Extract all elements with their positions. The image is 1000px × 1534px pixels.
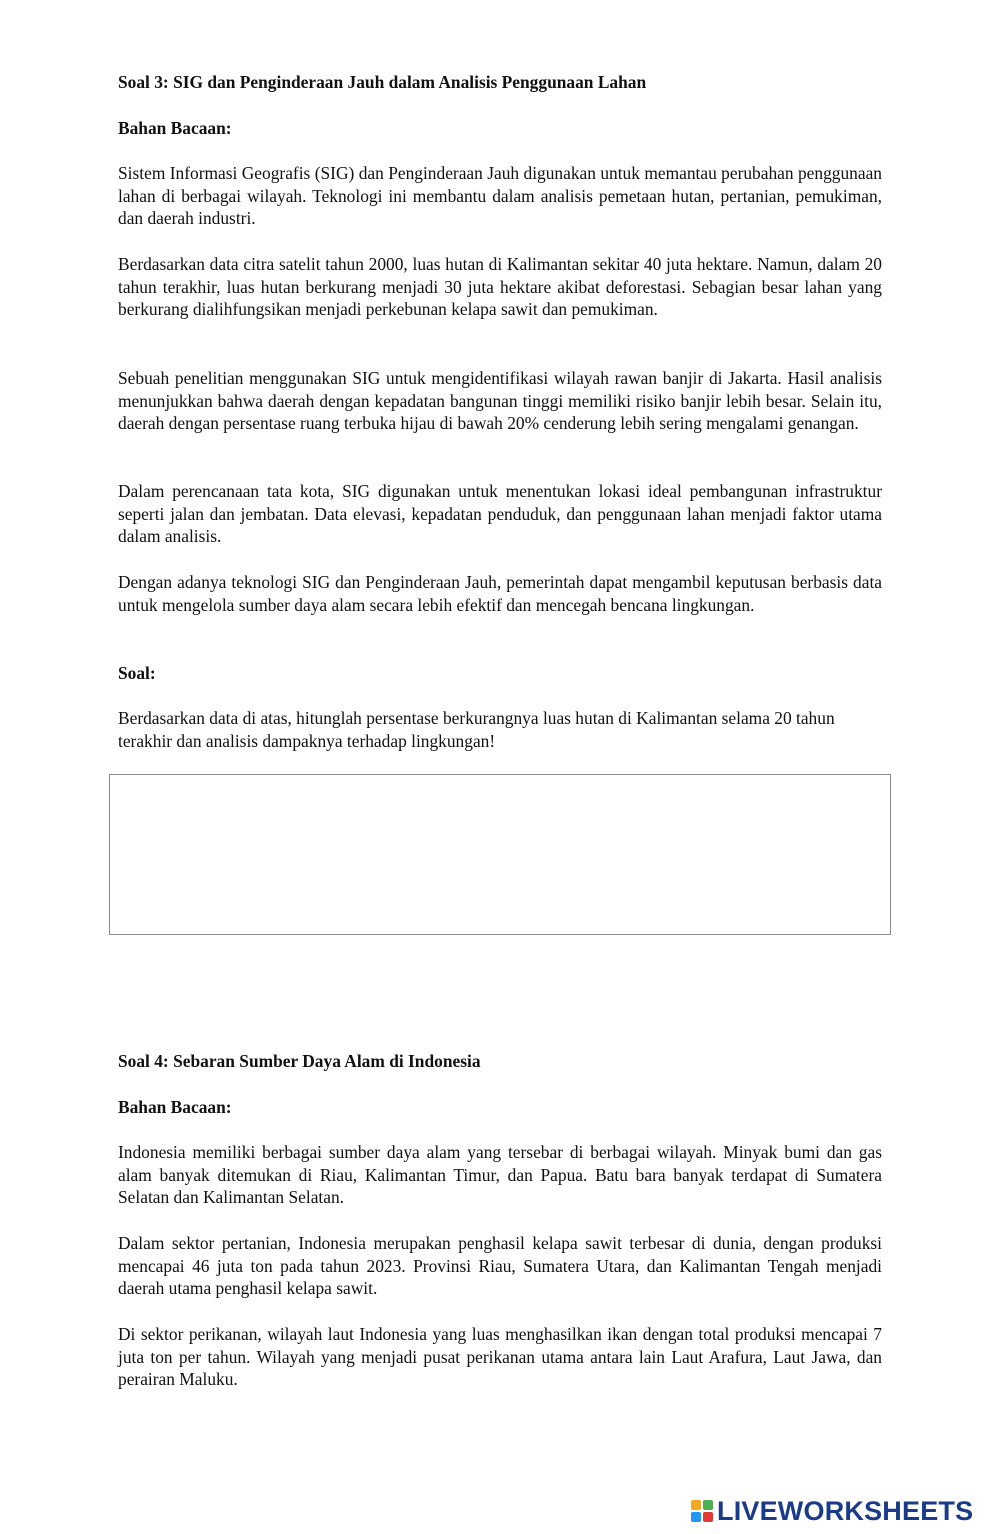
- soal4-paragraph-3: Di sektor perikanan, wilayah laut Indonesia yang luas menghasilkan ikan dengan total produksi mencapai 7 juta ton per tahun. Wilayah yang menjadi pusat perikanan utama antara lain Laut Arafura, Laut Jawa, dan perairan Maluku.: [118, 1324, 882, 1390]
- liveworksheets-logo-text: LIVEWORKSHEETS: [717, 1496, 974, 1526]
- soal4-paragraph-2: Dalam sektor pertanian, Indonesia merupakan penghasil kelapa sawit terbesar di dunia, dengan produksi mencapai 46 juta ton pada tahun 2023. Provinsi Riau, Sumatera Utara, dan Kalimantan Tengah menjadi daerah utama penghasil kelapa sawit.: [118, 1233, 882, 1299]
- soal3-paragraph-4: Dalam perencanaan tata kota, SIG digunakan untuk menentukan lokasi ideal pembangunan infrastruktur seperti jalan dan jembatan. Data elevasi, kepadatan penduduk, dan penggunaan lahan menjadi faktor utama dalam analisis.: [118, 481, 882, 547]
- soal4-paragraph-1: Indonesia memiliki berbagai sumber daya alam yang tersebar di berbagai wilayah. Minyak bumi dan gas alam banyak ditemukan di Riau, Kalimantan Timur, dan Papua. Batu bara banyak terdapat di Sumatera Selatan dan Kalimantan Selatan.: [118, 1142, 882, 1208]
- soal4-title: Soal 4: Sebaran Sumber Daya Alam di Indonesia: [118, 1051, 481, 1071]
- soal3-paragraph-1: Sistem Informasi Geografis (SIG) dan Penginderaan Jauh digunakan untuk memantau perubahan penggunaan lahan di berbagai wilayah. Teknologi ini membantu dalam analisis pemetaan hutan, pertanian, pemukiman, dan daerah industri.: [118, 163, 882, 229]
- soal3-answer-input[interactable]: [110, 775, 890, 934]
- logo-tile-4: [703, 1512, 713, 1522]
- soal3-question-label: Soal:: [118, 663, 156, 683]
- soal3-paragraph-3: Sebuah penelitian menggunakan SIG untuk mengidentifikasi wilayah rawan banjir di Jakarta. Hasil analisis menunjukkan bahwa daerah dengan kepadatan bangunan tinggi memiliki risiko banjir lebih besar. Selain itu, daerah dengan persentase ruang terbuka hijau di bawah 20% cenderung lebih sering mengalami genangan.: [118, 368, 882, 434]
- soal3-paragraph-5: Dengan adanya teknologi SIG dan Penginderaan Jauh, pemerintah dapat mengambil keputusan berbasis data untuk mengelola sumber daya alam secara lebih efektif dan mencegah bencana lingkungan.: [118, 572, 882, 615]
- soal3-title: Soal 3: SIG dan Penginderaan Jauh dalam Analisis Penggunaan Lahan: [118, 72, 647, 92]
- soal3-answer-box[interactable]: [109, 774, 891, 935]
- soal3-question-text: Berdasarkan data di atas, hitunglah persentase berkurangnya luas hutan di Kalimantan selama 20 tahun terakhir dan analisis dampaknya terhadap lingkungan!: [118, 708, 835, 751]
- liveworksheets-logo-icon: [691, 1500, 713, 1522]
- logo-tile-1: [691, 1500, 701, 1510]
- logo-tile-2: [703, 1500, 713, 1510]
- liveworksheets-logo[interactable]: [691, 1496, 973, 1526]
- soal3-paragraph-2: Berdasarkan data citra satelit tahun 2000, luas hutan di Kalimantan sekitar 40 juta hektare. Namun, dalam 20 tahun terakhir, luas hutan berkurang menjadi 30 juta hektare akibat deforestasi. Sebagian besar lahan yang berkurang dialihfungsikan menjadi perkebunan kelapa sawit dan pemukiman.: [118, 254, 882, 320]
- soal4-reading-label: Bahan Bacaan:: [118, 1097, 232, 1117]
- soal3-reading-label: Bahan Bacaan:: [118, 118, 232, 138]
- logo-tile-3: [691, 1512, 701, 1522]
